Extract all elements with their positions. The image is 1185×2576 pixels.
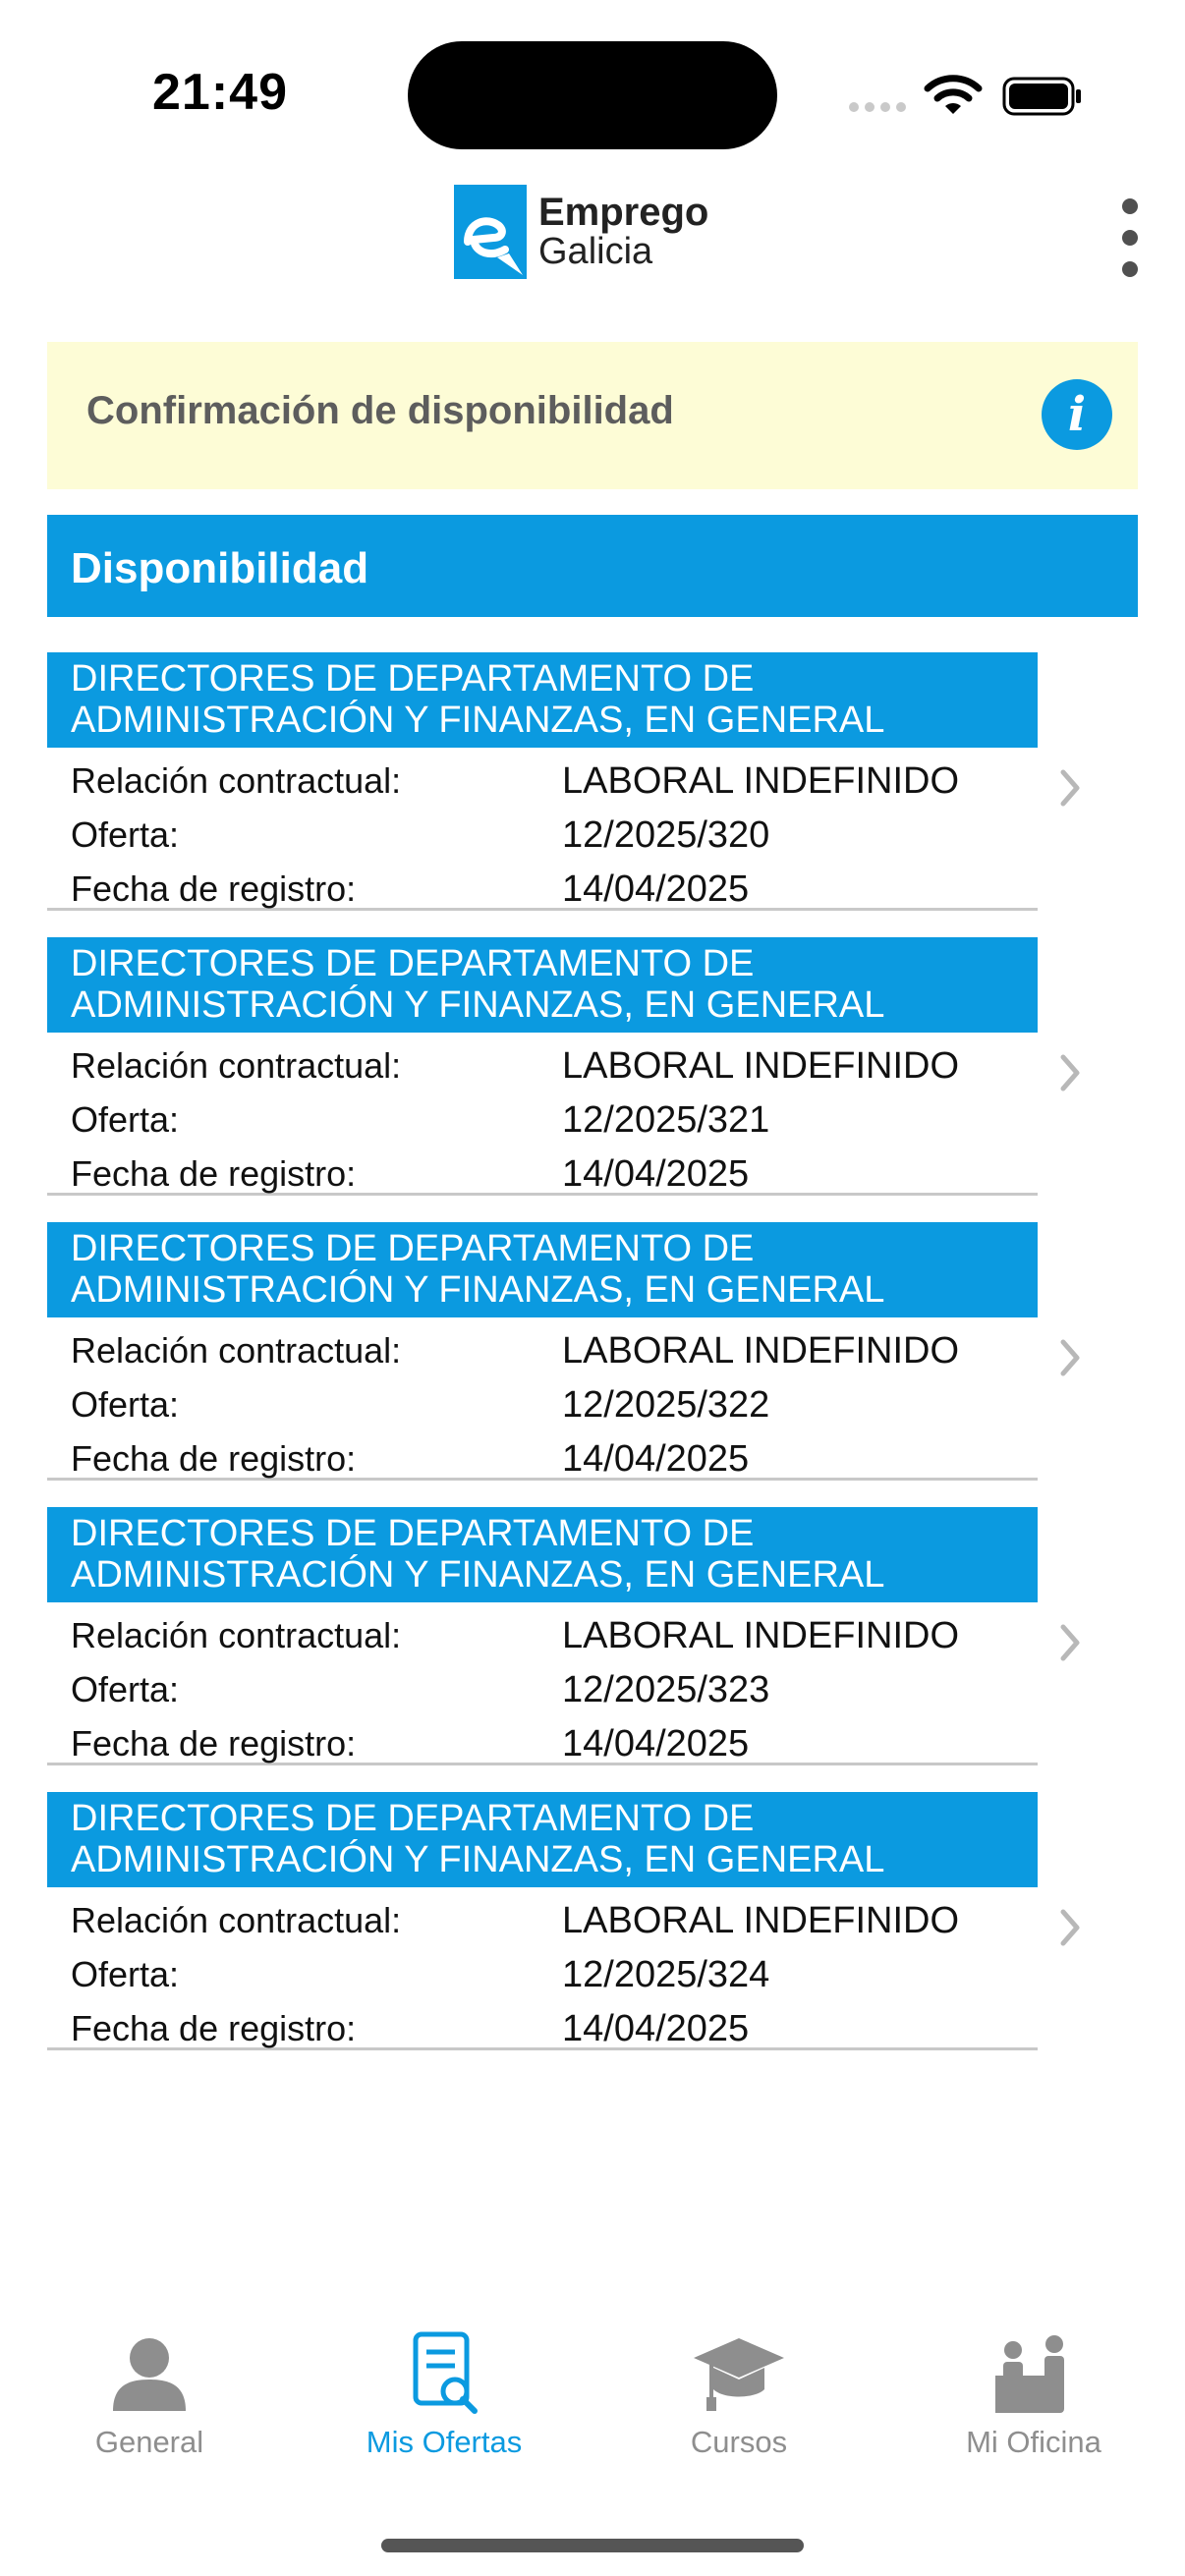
section-header xyxy=(47,515,1138,617)
tab-label: General xyxy=(94,2425,204,2459)
offer-value: 12/2025/321 xyxy=(562,1099,770,1141)
offer-value: 12/2025/324 xyxy=(562,1954,770,1995)
offer-label: Oferta: xyxy=(71,1099,180,1140)
status-bar xyxy=(0,0,1185,177)
date-label: Fecha de registro: xyxy=(71,1438,357,1479)
relation-value: LABORAL INDEFINIDO xyxy=(562,1330,960,1372)
offer-label: Oferta: xyxy=(71,814,180,855)
date-value: 14/04/2025 xyxy=(562,868,750,910)
battery-icon xyxy=(1002,77,1083,116)
date-label: Fecha de registro: xyxy=(71,868,357,909)
status-time: 21:49 xyxy=(152,64,288,121)
relation-value: LABORAL INDEFINIDO xyxy=(562,1900,960,1941)
tab-label: Mis Ofertas xyxy=(366,2425,523,2459)
offer-title: DIRECTORES DE DEPARTAMENTO DE ADMINISTRACIÓN Y FINANZAS, EN GENERAL xyxy=(47,1222,1038,1317)
offer-value: 12/2025/320 xyxy=(562,814,770,856)
offer-item[interactable] xyxy=(47,1222,1138,1507)
offer-item[interactable] xyxy=(47,652,1138,937)
more-options-icon[interactable] xyxy=(1110,198,1150,277)
chevron-right-icon xyxy=(1051,1898,1091,1957)
offer-title: DIRECTORES DE DEPARTAMENTO DE ADMINISTRACIÓN Y FINANZAS, EN GENERAL xyxy=(47,937,1038,1033)
offer-title: DIRECTORES DE DEPARTAMENTO DE ADMINISTRACIÓN Y FINANZAS, EN GENERAL xyxy=(47,652,1038,748)
chevron-right-icon xyxy=(1051,1613,1091,1672)
relation-label: Relación contractual: xyxy=(71,1045,402,1086)
tab-cursos[interactable] xyxy=(611,2328,867,2486)
offer-value: 12/2025/322 xyxy=(562,1384,770,1426)
document-search-icon xyxy=(400,2328,488,2417)
offer-value: 12/2025/323 xyxy=(562,1669,770,1710)
info-icon[interactable]: i xyxy=(1042,379,1112,450)
logo-line2: Galicia xyxy=(538,231,653,272)
tab-general[interactable] xyxy=(22,2328,277,2486)
wifi-icon xyxy=(924,73,983,118)
date-value: 14/04/2025 xyxy=(562,2008,750,2049)
offer-item[interactable] xyxy=(47,1792,1138,2077)
home-indicator[interactable] xyxy=(381,2539,804,2552)
app-header xyxy=(0,177,1185,324)
offer-list xyxy=(47,652,1138,2077)
tab-label: Mi Oficina xyxy=(966,2425,1101,2459)
relation-label: Relación contractual: xyxy=(71,760,402,801)
offer-label: Oferta: xyxy=(71,1669,180,1709)
offer-label: Oferta: xyxy=(71,1954,180,1994)
chevron-right-icon xyxy=(1051,758,1091,817)
tab-bar xyxy=(0,2328,1185,2486)
person-icon xyxy=(105,2328,194,2417)
relation-label: Relación contractual: xyxy=(71,1615,402,1655)
date-value: 14/04/2025 xyxy=(562,1153,750,1195)
offer-item[interactable] xyxy=(47,1507,1138,1792)
offer-label: Oferta: xyxy=(71,1384,180,1425)
emprego-galicia-logo xyxy=(454,185,708,279)
date-value: 14/04/2025 xyxy=(562,1723,750,1764)
relation-value: LABORAL INDEFINIDO xyxy=(562,760,960,802)
offer-title: DIRECTORES DE DEPARTAMENTO DE ADMINISTRACIÓN Y FINANZAS, EN GENERAL xyxy=(47,1792,1038,1887)
offer-title: DIRECTORES DE DEPARTAMENTO DE ADMINISTRACIÓN Y FINANZAS, EN GENERAL xyxy=(47,1507,1038,1602)
tab-label: Cursos xyxy=(690,2425,788,2459)
date-label: Fecha de registro: xyxy=(71,1153,357,1194)
date-value: 14/04/2025 xyxy=(562,1438,750,1480)
office-desk-icon xyxy=(989,2328,1078,2417)
date-label: Fecha de registro: xyxy=(71,2008,357,2048)
date-label: Fecha de registro: xyxy=(71,1723,357,1764)
logo-mark-icon xyxy=(454,185,527,279)
logo-line1: Emprego xyxy=(538,191,709,234)
tab-mis-ofertas[interactable] xyxy=(316,2328,572,2486)
relation-value: LABORAL INDEFINIDO xyxy=(562,1045,960,1087)
relation-label: Relación contractual: xyxy=(71,1330,402,1371)
cellular-signal-icon xyxy=(849,102,906,112)
section-title: Disponibilidad xyxy=(71,544,369,592)
chevron-right-icon xyxy=(1051,1328,1091,1387)
chevron-right-icon xyxy=(1051,1043,1091,1102)
dynamic-island xyxy=(408,41,777,149)
graduation-cap-icon xyxy=(690,2328,788,2417)
banner-title: Confirmación de disponibilidad xyxy=(86,389,674,432)
offer-item[interactable] xyxy=(47,937,1138,1222)
tab-mi-oficina[interactable] xyxy=(906,2328,1161,2486)
availability-banner xyxy=(47,342,1138,489)
relation-label: Relación contractual: xyxy=(71,1900,402,1940)
relation-value: LABORAL INDEFINIDO xyxy=(562,1615,960,1656)
